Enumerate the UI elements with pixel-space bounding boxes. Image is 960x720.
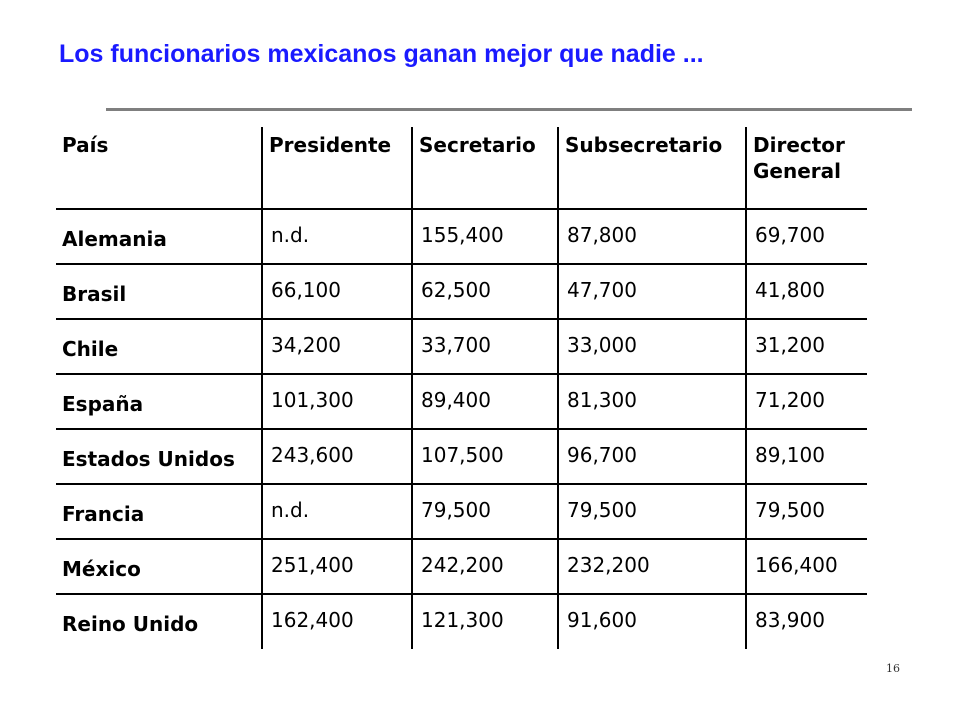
table-header-row bbox=[56, 127, 867, 209]
secretario-cell: 33,700 bbox=[412, 319, 558, 374]
secretario-cell: 62,500 bbox=[412, 264, 558, 319]
country-cell: Reino Unido bbox=[62, 612, 199, 636]
director-cell: 79,500 bbox=[746, 484, 867, 539]
subsecretario-cell: 47,700 bbox=[558, 264, 746, 319]
slide-title: Los funcionarios mexicanos ganan mejor que nadie ... bbox=[59, 40, 704, 68]
country-cell: España bbox=[62, 392, 144, 416]
header-line: Director bbox=[753, 133, 845, 157]
secretario-cell: 121,300 bbox=[412, 594, 558, 649]
secretario-cell: 107,500 bbox=[412, 429, 558, 484]
country-cell: Chile bbox=[62, 337, 119, 361]
header-line: General bbox=[753, 159, 841, 183]
director-cell: 83,900 bbox=[746, 594, 867, 649]
table-row bbox=[56, 264, 867, 319]
secretario-cell: 79,500 bbox=[412, 484, 558, 539]
salary-table bbox=[56, 127, 867, 649]
table-row bbox=[56, 539, 867, 594]
director-cell: 166,400 bbox=[746, 539, 867, 594]
subsecretario-cell: 87,800 bbox=[558, 209, 746, 264]
subsecretario-cell: 232,200 bbox=[558, 539, 746, 594]
header-line: País bbox=[62, 133, 109, 157]
presidente-cell: n.d. bbox=[262, 209, 412, 264]
presidente-cell: 66,100 bbox=[262, 264, 412, 319]
subsecretario-cell: 79,500 bbox=[558, 484, 746, 539]
header-line: Presidente bbox=[269, 133, 392, 157]
presidente-cell: 251,400 bbox=[262, 539, 412, 594]
table-row bbox=[56, 484, 867, 539]
presidente-cell: 162,400 bbox=[262, 594, 412, 649]
header-line: Secretario bbox=[419, 133, 536, 157]
header-cell-secretario bbox=[412, 127, 558, 209]
header-cell-presidente bbox=[262, 127, 412, 209]
director-cell: 69,700 bbox=[746, 209, 867, 264]
presidente-cell: n.d. bbox=[262, 484, 412, 539]
header-cell-pais bbox=[56, 127, 262, 209]
director-cell: 89,100 bbox=[746, 429, 867, 484]
presidente-cell: 101,300 bbox=[262, 374, 412, 429]
country-cell: México bbox=[62, 557, 141, 581]
table-row bbox=[56, 209, 867, 264]
presidente-cell: 34,200 bbox=[262, 319, 412, 374]
table-row bbox=[56, 594, 867, 649]
director-cell: 41,800 bbox=[746, 264, 867, 319]
subsecretario-cell: 81,300 bbox=[558, 374, 746, 429]
country-cell: Francia bbox=[62, 502, 145, 526]
presidente-cell: 243,600 bbox=[262, 429, 412, 484]
header-line: Subsecretario bbox=[565, 133, 723, 157]
subsecretario-cell: 96,700 bbox=[558, 429, 746, 484]
secretario-cell: 155,400 bbox=[412, 209, 558, 264]
title-divider bbox=[106, 108, 912, 111]
subsecretario-cell: 91,600 bbox=[558, 594, 746, 649]
country-cell: Brasil bbox=[62, 282, 127, 306]
secretario-cell: 242,200 bbox=[412, 539, 558, 594]
country-cell: Estados Unidos bbox=[62, 447, 235, 471]
subsecretario-cell: 33,000 bbox=[558, 319, 746, 374]
country-cell: Alemania bbox=[62, 227, 167, 251]
director-cell: 31,200 bbox=[746, 319, 867, 374]
director-cell: 71,200 bbox=[746, 374, 867, 429]
page-number: 16 bbox=[886, 662, 900, 675]
secretario-cell: 89,400 bbox=[412, 374, 558, 429]
table-row bbox=[56, 319, 867, 374]
header-cell-subsecretario bbox=[558, 127, 746, 209]
table-row bbox=[56, 374, 867, 429]
table-row bbox=[56, 429, 867, 484]
header-cell-director-general bbox=[746, 127, 867, 209]
